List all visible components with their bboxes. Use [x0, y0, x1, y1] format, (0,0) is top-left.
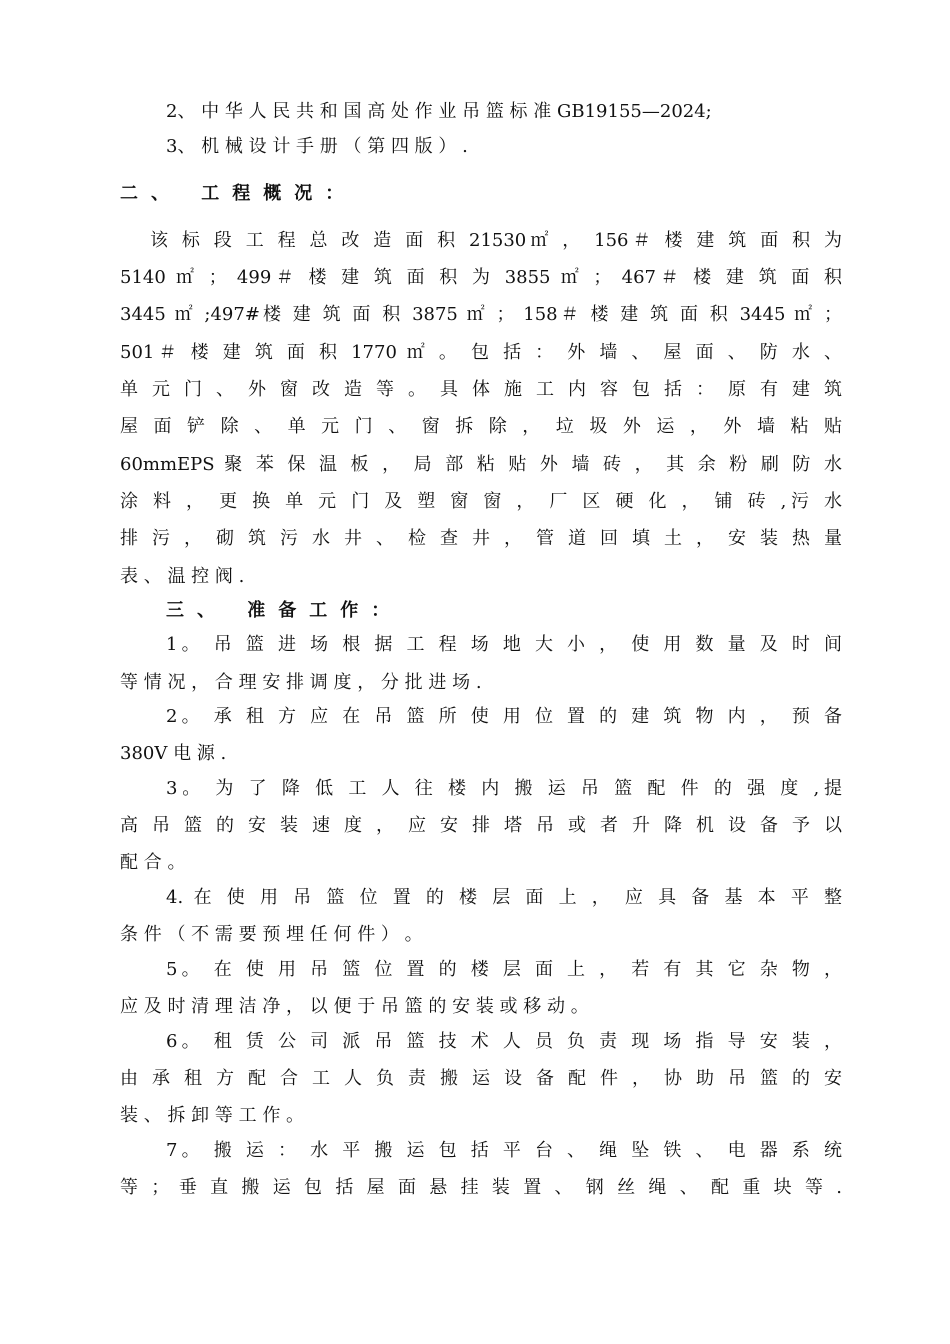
- reference-line-2: 2、 中 华 人 民 共 和 国 高 处 作 业 吊 篮 标 准 GB19155—2024;: [166, 101, 712, 122]
- overview-line: 5140 ㎡ ； 499＃ 楼 建 筑 面 积 为 3855 ㎡ ； 467＃ 楼 建 筑 面 积: [120, 267, 842, 288]
- preparation-line: 配 合 。: [120, 852, 186, 873]
- preparation-line: 1。 吊 篮 进 场 根 据 工 程 场 地 大 小 ， 使 用 数 量 及 时 间: [166, 634, 842, 655]
- preparation-line: 5。 在 使 用 吊 篮 位 置 的 楼 层 面 上 ， 若 有 其 它 杂 物 ，: [166, 959, 842, 980]
- preparation-line: 由 承 租 方 配 合 工 人 负 责 搬 运 设 备 配 件 ， 协 助 吊 篮 的 安: [120, 1068, 842, 1089]
- preparation-line: 应 及 时 清 理 洁 净 ， 以 便 于 吊 篮 的 安 装 或 移 动 。: [120, 996, 589, 1017]
- overview-line: 501＃ 楼 建 筑 面 积 1770 ㎡ 。 包 括 ： 外 墙 、 屋 面 、 防 水 、: [120, 342, 842, 363]
- section-heading-preparation: 三、 准备工作：: [166, 600, 403, 621]
- overview-line: 涂 料 ， 更 换 单 元 门 及 塑 窗 窗 ， 厂 区 硬 化 ， 铺 砖 ,污 水: [120, 491, 842, 512]
- preparation-line: 6。 租 赁 公 司 派 吊 篮 技 术 人 员 负 责 现 场 指 导 安 装 ，: [166, 1031, 842, 1052]
- preparation-line: 7。 搬 运 ： 水 平 搬 运 包 括 平 台 、 绳 坠 铁 、 电 器 系 统: [166, 1140, 842, 1161]
- overview-line: 单 元 门 、 外 窗 改 造 等 。 具 体 施 工 内 容 包 括 ： 原 有 建 筑: [120, 379, 842, 400]
- preparation-line: 高 吊 篮 的 安 装 速 度 ， 应 安 排 塔 吊 或 者 升 降 机 设 备 予 以: [120, 815, 842, 836]
- preparation-line: 等 ； 垂 直 搬 运 包 括 屋 面 悬 挂 装 置 、 钢 丝 绳 、 配 重 块 等 .: [120, 1177, 842, 1198]
- section-heading-overview: 二、 工程概况：: [120, 183, 357, 204]
- overview-line: 60mmEPS 聚 苯 保 温 板 ， 局 部 粘 贴 外 墙 砖 ， 其 余 粉 刷 防 水: [120, 454, 842, 475]
- preparation-line: 380V 电 源 .: [120, 743, 227, 764]
- overview-line: 排 污 ， 砌 筑 污 水 井 、 检 查 井 ， 管 道 回 填 土 ， 安 装 热 量: [120, 528, 842, 549]
- overview-line: 3445 ㎡ ;497#楼 建 筑 面 积 3875 ㎡ ； 158＃ 楼 建 筑 面 积 3445 ㎡ ；: [120, 304, 842, 325]
- preparation-line: 装 、 拆 卸 等 工 作 。: [120, 1105, 305, 1126]
- preparation-line: 3。 为 了 降 低 工 人 往 楼 内 搬 运 吊 篮 配 件 的 强 度 ,提: [166, 778, 842, 799]
- preparation-line: 条 件 （ 不 需 要 预 埋 任 何 件 ） 。: [120, 924, 423, 945]
- overview-line: 表 、 温 控 阀 .: [120, 566, 245, 587]
- overview-line: 该 标 段 工 程 总 改 造 面 积 21530㎡ ， 156＃ 楼 建 筑 面 积 为: [150, 230, 842, 251]
- preparation-line: 4. 在 使 用 吊 篮 位 置 的 楼 层 面 上 ， 应 具 备 基 本 平 整: [166, 887, 842, 908]
- overview-line: 屋 面 铲 除 、 单 元 门 、 窗 拆 除 ， 垃 圾 外 运 ， 外 墙 粘 贴: [120, 416, 842, 437]
- reference-line-3: 3、 机 械 设 计 手 册 （ 第 四 版 ） .: [166, 136, 468, 157]
- preparation-line: 等 情 况 ， 合 理 安 排 调 度 ， 分 批 进 场 .: [120, 672, 482, 693]
- preparation-line: 2。 承 租 方 应 在 吊 篮 所 使 用 位 置 的 建 筑 物 内 ， 预 备: [166, 706, 842, 727]
